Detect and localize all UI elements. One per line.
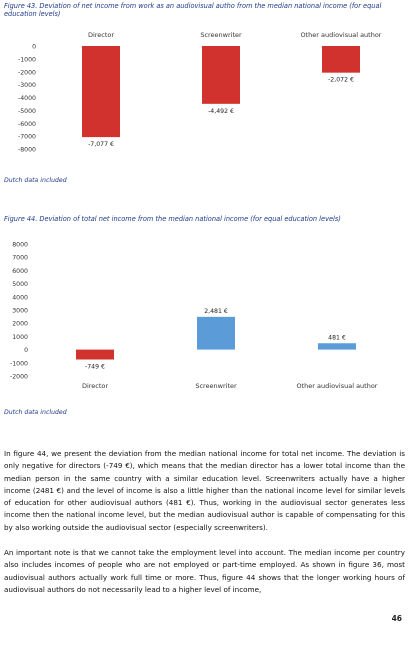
y-tick-label: -2000 <box>18 69 36 77</box>
figure-44-chart <box>0 236 408 394</box>
y-tick-label: 8000 <box>12 241 28 249</box>
y-tick-label: -8000 <box>18 146 36 154</box>
y-tick-label: -1000 <box>18 56 36 64</box>
figure-44-caption: Figure 44. Deviation of total net income from the median national income (for equal education levels) <box>4 215 341 223</box>
figure-44-note: Dutch data included <box>4 409 67 416</box>
data-label: -749 € <box>85 363 105 371</box>
y-tick-label: 2000 <box>12 320 28 328</box>
y-tick-label: 5000 <box>12 281 28 289</box>
bar <box>197 317 235 350</box>
data-label: 2,481 € <box>204 307 228 315</box>
category-label: Screenwriter <box>200 31 242 39</box>
y-tick-label: 4000 <box>12 294 28 302</box>
bar <box>322 46 360 73</box>
body-paragraph-2: An important note is that we cannot take the employment level into account. The median income per country also includes incomes of people who are not employed or part-time employed. As shown in figure 36, most audiovisual authors actually work full time or more. Thus, figure 44 shows that the longer working hours of audiovisual authors do not necessarily lead to a higher level of income, <box>4 548 405 594</box>
y-tick-label: -2000 <box>10 373 28 381</box>
y-tick-label: 7000 <box>12 254 28 262</box>
page-number: 46 <box>391 614 402 623</box>
data-label: -4,492 € <box>208 107 234 115</box>
y-tick-label: -5000 <box>18 107 36 115</box>
y-tick-label: 0 <box>24 347 28 355</box>
y-tick-label: -6000 <box>18 120 36 128</box>
y-tick-label: 0 <box>32 43 36 51</box>
y-tick-label: -7000 <box>18 133 36 141</box>
bar <box>82 46 120 137</box>
figure-43-note: Dutch data included <box>4 177 67 184</box>
category-label: Other audiovisual author <box>300 31 382 39</box>
y-tick-label: -1000 <box>10 360 28 368</box>
y-tick-label: 6000 <box>12 267 28 275</box>
body-paragraph-1: In figure 44, we present the deviation from the median national income for total net income. The deviation is only negative for directors (-749 €), which means that the median director has a lower total income than the median person in the same country with a similar education level. Screenwriters actually have a higher income (2481 €) and the level of income is also a little higher than the national income level for similar levels of education for other audiovisual authors (481 €). Thus, working in the audiovisual sector generates less income then the national income level, but the median audiovisual author is capable of compensating for this by also working outside the audiovisual sector (especially screenwriters). <box>4 449 405 532</box>
data-label: -2,072 € <box>328 76 354 84</box>
y-tick-label: 3000 <box>12 307 28 315</box>
bar <box>318 343 356 349</box>
data-label: -7,077 € <box>88 141 114 149</box>
data-label: 481 € <box>328 334 346 342</box>
bar <box>76 350 114 360</box>
category-label: Other audiovisual author <box>296 382 378 390</box>
bar <box>202 46 240 104</box>
category-label: Screenwriter <box>195 382 237 390</box>
figure-43-caption: Figure 43. Deviation of net income from work as an audiovisual autho from the median national income (for equal education levels) <box>4 2 382 19</box>
figure-43-chart <box>0 28 408 158</box>
category-label: Director <box>87 31 115 39</box>
y-tick-label: -4000 <box>18 95 36 102</box>
category-label: Director <box>81 382 109 390</box>
y-tick-label: -3000 <box>18 82 36 90</box>
y-tick-label: 1000 <box>12 333 28 341</box>
